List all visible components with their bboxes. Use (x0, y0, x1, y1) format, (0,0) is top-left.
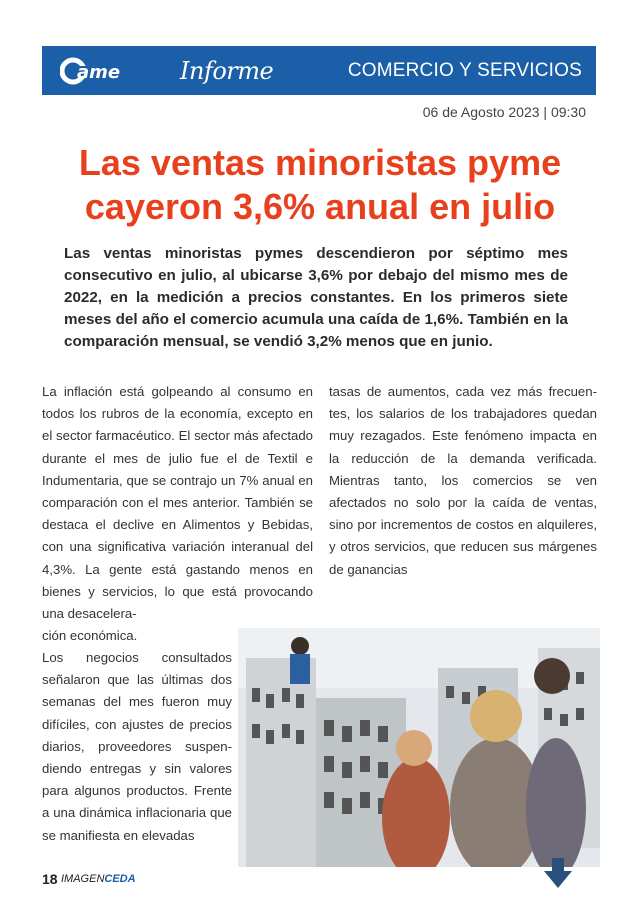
left-paragraph-1-end: ción económica. (42, 628, 138, 644)
left-paragraph-2: Los negocios consultados señalaron que las últimas dos semanas del mes fueron muy difíciles, con ajustes de precios diarios, proveedores suspen-diendo entregas y sin valores para algunos productos. Frente a una dinámica inflacionaria que se manifiesta en elevadas (42, 650, 232, 843)
down-arrow-icon[interactable] (544, 858, 572, 888)
left-paragraph-1: La inflación está golpeando al consumo en todos los rubros de la economía, excepto en el sector farmacéutico. El sector más afectado durante el mes de julio fue el de Textil e Indumentaria, que se contrajo un 7% anual en comparación con el mes anterior. También se destaca el declive en Alimentos y Bebidas, con una significativa variación interanual del 4,3%. La gente está gastando menos en bienes y servicios, lo que está provocando una desacelera- (42, 384, 313, 622)
title-line-2: cayeron 3,6% anual en julio (84, 186, 556, 227)
left-column (42, 381, 313, 647)
store-photo (238, 628, 600, 867)
came-logo (60, 56, 120, 86)
footer-brand-prefix: IMAGEN (61, 873, 105, 885)
footer-brand-suffix: CEDA (104, 873, 136, 885)
article-title (0, 141, 640, 229)
section-label: COMERCIO Y SERVICIOS (347, 60, 582, 81)
page-number: 18 (42, 871, 58, 887)
right-paragraph-1: tasas de aumentos, cada vez más frecuen-tes, los salarios de los trabajadores quedan muy rezagados. Este fenómeno impacta en la reducción de la demanda verificada. Mientras tanto, los comercios se ven afectados no solo por la caída de ventas, sino por incrementos de costos en alquileres, y otros servicios, que reducen sus márgenes de ganancias (329, 384, 597, 577)
lead-paragraph: Las ventas minoristas pymes descendieron por séptimo mes consecutivo en julio, al ubicarse 3,6% por debajo del mismo mes de 2022, en la medición a precios constantes. En los primeros siete meses del año el comercio acumula una caída de 1,6%. También en la comparación mensual, se vendió 3,2% menos que en junio. (64, 245, 568, 350)
right-column (329, 381, 597, 581)
logo-text: ame (77, 61, 120, 83)
left-column-narrow (42, 647, 232, 847)
title-line-1: Las ventas minoristas pyme (78, 142, 562, 183)
publication-date: 06 de Agosto 2023 | 09:30 (422, 104, 586, 120)
footer-brand (61, 873, 136, 885)
informe-label: Informe (180, 56, 274, 85)
header-bar (42, 46, 596, 95)
